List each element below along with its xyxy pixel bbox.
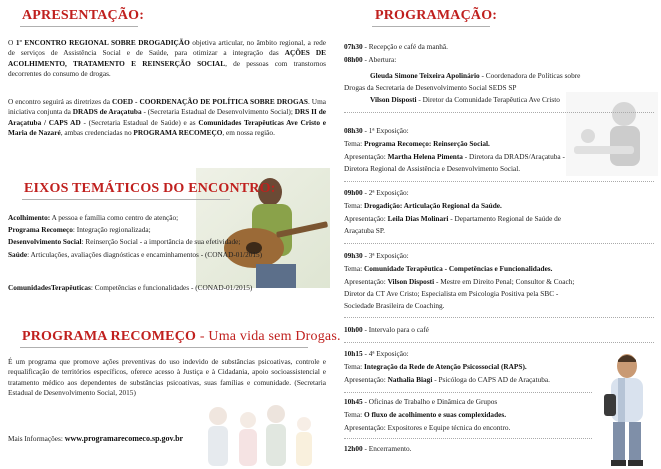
text: - Oficinas de Trabalho e Dinâmica de Grupos	[362, 397, 498, 406]
recomeco-title	[22, 329, 341, 345]
eixo-label: Acolhimento:	[8, 213, 51, 222]
eixo-text: : Competências e funcionalidades - (CONAD-01/2015)	[90, 283, 253, 292]
programacao-underline	[372, 26, 490, 27]
text-run: objetiva articular, no âmbito regional, a rede de serviços de Assistência Social e de Saúde, para otimizar a integração das	[8, 38, 326, 58]
eixos-underline	[22, 199, 230, 200]
text: - Diretora da DRADS/Araçatuba -	[462, 152, 565, 161]
schedule-1015	[344, 349, 409, 359]
apr-label: Apresentação:	[344, 152, 388, 161]
eixo-text: : Integração regionalizada;	[72, 225, 151, 234]
mais-info-link[interactable]: www.programarecomeco.sp.gov.br	[64, 434, 184, 443]
speaker-name: Vilson Disposti	[370, 95, 417, 104]
time: 10h15	[344, 349, 363, 358]
text-run: O	[8, 38, 16, 47]
divider	[344, 243, 654, 244]
recomeco-paragraph: É um programa que promove ações preventivas do uso indevido de substâncias psicoativas, controle e requalificação de territórios específicos, oferece acesso à Justiça e à Cidadania, apoio socioassistencial e tratamento médico aos dependentes de substâncias psicoativas, suas famílias e comunidade. (Secretaria Estadual de Desenvolvimento Social, 2015)	[8, 357, 326, 397]
text-run: - (Secretaria Estadual de Saúde) e as	[80, 117, 199, 127]
text: - Mestre em Direito Penal; Consultor & Coach;	[434, 277, 575, 286]
divider	[344, 181, 654, 182]
text-run-bold: COED - COORDENAÇÃO DE POLÍTICA SOBRE DROGAS	[111, 97, 308, 106]
text-run-bold: AÇÕES DE ACOLHIMENTO, TRATAMENTO E REINSERÇÃO SOCIAL	[8, 48, 326, 68]
time: 10h45	[344, 397, 363, 406]
text-run-bold: DRADS de Araçatuba	[72, 107, 142, 117]
text: - 3ª Exposição:	[362, 251, 409, 260]
tema: Comunidade Terapêutica - Competências e Funcionalidades.	[363, 264, 553, 273]
tema-label: Tema:	[344, 201, 364, 210]
speaker-name: Nathalia Biagi	[387, 375, 433, 384]
schedule-1200	[344, 444, 411, 454]
abertura-speaker-1	[370, 71, 580, 81]
tema-label: Tema:	[344, 410, 364, 419]
tema-label: Tema:	[344, 264, 364, 273]
schedule-0900	[344, 188, 409, 198]
text: - Psicóloga do CAPS AD de Araçatuba.	[432, 375, 550, 384]
text: - Abertura:	[362, 55, 397, 64]
text-run: , em nossa região.	[222, 127, 275, 137]
text: - Encerramento.	[362, 444, 412, 453]
divider	[344, 342, 654, 343]
family-photo	[196, 398, 326, 466]
text: - Intervalo para o café	[362, 325, 429, 334]
recomeco-underline	[20, 347, 308, 348]
time: 07h30	[344, 42, 363, 51]
eixo-item	[8, 283, 326, 293]
apr-label: Apresentação:	[344, 277, 388, 286]
eixo-label: Saúde	[8, 250, 28, 259]
text: - Departamento Regional de Saúde de	[448, 214, 562, 223]
b1-tema	[344, 139, 490, 149]
text-run-bold: Comunidades Terapêuticas Ave Cristo e Maria de Nazaré	[8, 117, 326, 137]
speaker-name: Vilson Disposti	[387, 277, 435, 286]
text-run: , ambas credenciadas no	[60, 127, 134, 137]
apr-label: Apresentação:	[344, 375, 388, 384]
b1-apresentacao	[344, 152, 565, 162]
schedule-1045	[344, 397, 497, 407]
man-with-bag-photo-icon	[596, 352, 658, 466]
schedule-0930	[344, 251, 409, 261]
text: - 1ª Exposição:	[362, 126, 409, 135]
eixo-item	[8, 237, 240, 247]
recomeco-title-main: PROGRAMA RECOMEÇO	[22, 329, 197, 344]
apr-label: Apresentação:	[344, 423, 388, 432]
text: Expositores e Equipe técnica do encontro.	[387, 423, 511, 432]
text: - Recepção e café da manhã.	[362, 42, 448, 51]
apresentacao-paragraph-1	[8, 38, 326, 79]
time: 10h00	[344, 325, 363, 334]
tema-label: Tema:	[344, 362, 364, 371]
time: 08h00	[344, 55, 363, 64]
eixos-title: EIXOS TEMÁTICOS DO ENCONTRO:	[24, 181, 276, 196]
tema: O fluxo de acolhimento e suas complexidades.	[363, 410, 507, 419]
text: - Diretor da Comunidade Terapêutica Ave Cristo	[416, 95, 560, 104]
eixo-item	[8, 250, 326, 260]
meeting-photo-icon	[566, 92, 658, 176]
mais-informacoes	[8, 434, 183, 444]
recomeco-subtitle: - Uma vida sem Drogas.	[196, 329, 341, 344]
apresentacao-underline	[20, 26, 138, 27]
abertura-speaker-1-cont: Drogas da Secretaria de Desenvolvimento Social SEDS SP	[344, 83, 517, 92]
b2-apresentacao	[344, 214, 654, 224]
family-photo-icon	[196, 398, 326, 466]
b5-tema	[344, 362, 527, 372]
text-run-bold: 1º ENCONTRO REGIONAL SOBRE DROGADIÇÃO	[15, 38, 190, 47]
abertura-speaker-2	[370, 95, 560, 105]
schedule-0830	[344, 126, 409, 136]
divider	[344, 112, 654, 113]
text: - Coordenadora de Políticas sobre	[479, 71, 581, 80]
divider	[344, 392, 592, 393]
tema: Programa Recomeço: Reinserção Social.	[363, 139, 490, 148]
schedule-1000	[344, 325, 429, 335]
time: 12h00	[344, 444, 363, 453]
b6-apresentacao	[344, 423, 510, 433]
mais-info-label: Mais Informações:	[8, 434, 65, 443]
apresentacao-paragraph-2	[8, 97, 326, 138]
b2-tema	[344, 201, 502, 211]
eixo-text: A pessoa e família como centro de atenção;	[50, 213, 179, 222]
text: - 2ª Exposição:	[362, 188, 409, 197]
time: 09h30	[344, 251, 363, 260]
schedule-0800	[344, 55, 396, 65]
text-run: O encontro seguirá as diretrizes da	[8, 97, 112, 106]
text-run: . Uma iniciativa conjunta da	[8, 97, 326, 117]
text-run: - (Secretaria Estadual de Desenvolvimento Social);	[141, 107, 295, 117]
time: 09h00	[344, 188, 363, 197]
eixo-text: : Articulações, avaliações diagnósticas e encaminhamentos - (CONAD-01/2015)	[27, 250, 263, 259]
eixo-label: Desenvolvimento Social	[8, 237, 82, 246]
b1-apresentacao-cont: Diretora Regional de Assistência e Desenvolvimento Social.	[344, 164, 521, 173]
eixo-label: Programa Recomeço	[8, 225, 73, 234]
apr-label: Apresentação:	[344, 214, 388, 223]
programacao-title: PROGRAMAÇÃO:	[375, 8, 498, 23]
text: - 4ª Exposição:	[362, 349, 409, 358]
b5-apresentacao	[344, 375, 550, 385]
b2-apresentacao-cont: Araçatuba SP.	[344, 226, 385, 235]
b3-apresentacao	[344, 277, 574, 287]
b3-apresentacao-cont-2: Sociedade Brasileira de Coaching.	[344, 301, 445, 310]
tema: Drogadição: Articulação Regional da Saúde.	[363, 201, 502, 210]
time: 08h30	[344, 126, 363, 135]
tema-label: Tema:	[344, 139, 364, 148]
divider	[344, 317, 654, 318]
speaker-name: Martha Helena Pimenta	[387, 152, 463, 161]
b3-tema	[344, 264, 552, 274]
eixo-item	[8, 225, 151, 235]
meeting-photo	[566, 92, 658, 176]
eixo-label: ComunidadesTerapêuticas	[8, 283, 91, 292]
text-run: , de pessoas com transtornos decorrentes do consumo de drogas.	[8, 58, 326, 78]
b6-tema	[344, 410, 506, 420]
eixo-text: : Reinserção Social - a importância de sua efetividade;	[81, 237, 241, 246]
speaker-name: Gleuda Simone Teixeira Apolinário	[370, 71, 480, 80]
man-with-bag-photo	[596, 352, 658, 466]
eixo-item	[8, 213, 178, 223]
schedule-0730	[344, 42, 448, 52]
text-run-bold: DRS II de Araçatuba / CAPS AD	[8, 107, 326, 127]
speaker-name: Leila Dias Molinari	[387, 214, 449, 223]
apresentacao-title: APRESENTAÇÃO:	[22, 8, 145, 23]
divider	[344, 438, 592, 439]
tema: Integração da Rede de Atenção Psicossocial (RAPS).	[363, 362, 527, 371]
text-run-bold: PROGRAMA RECOMEÇO	[133, 127, 223, 137]
b3-apresentacao-cont: Diretor da CT Ave Cristo; Especialista em Psicologia Positiva pela SBC -	[344, 289, 559, 298]
